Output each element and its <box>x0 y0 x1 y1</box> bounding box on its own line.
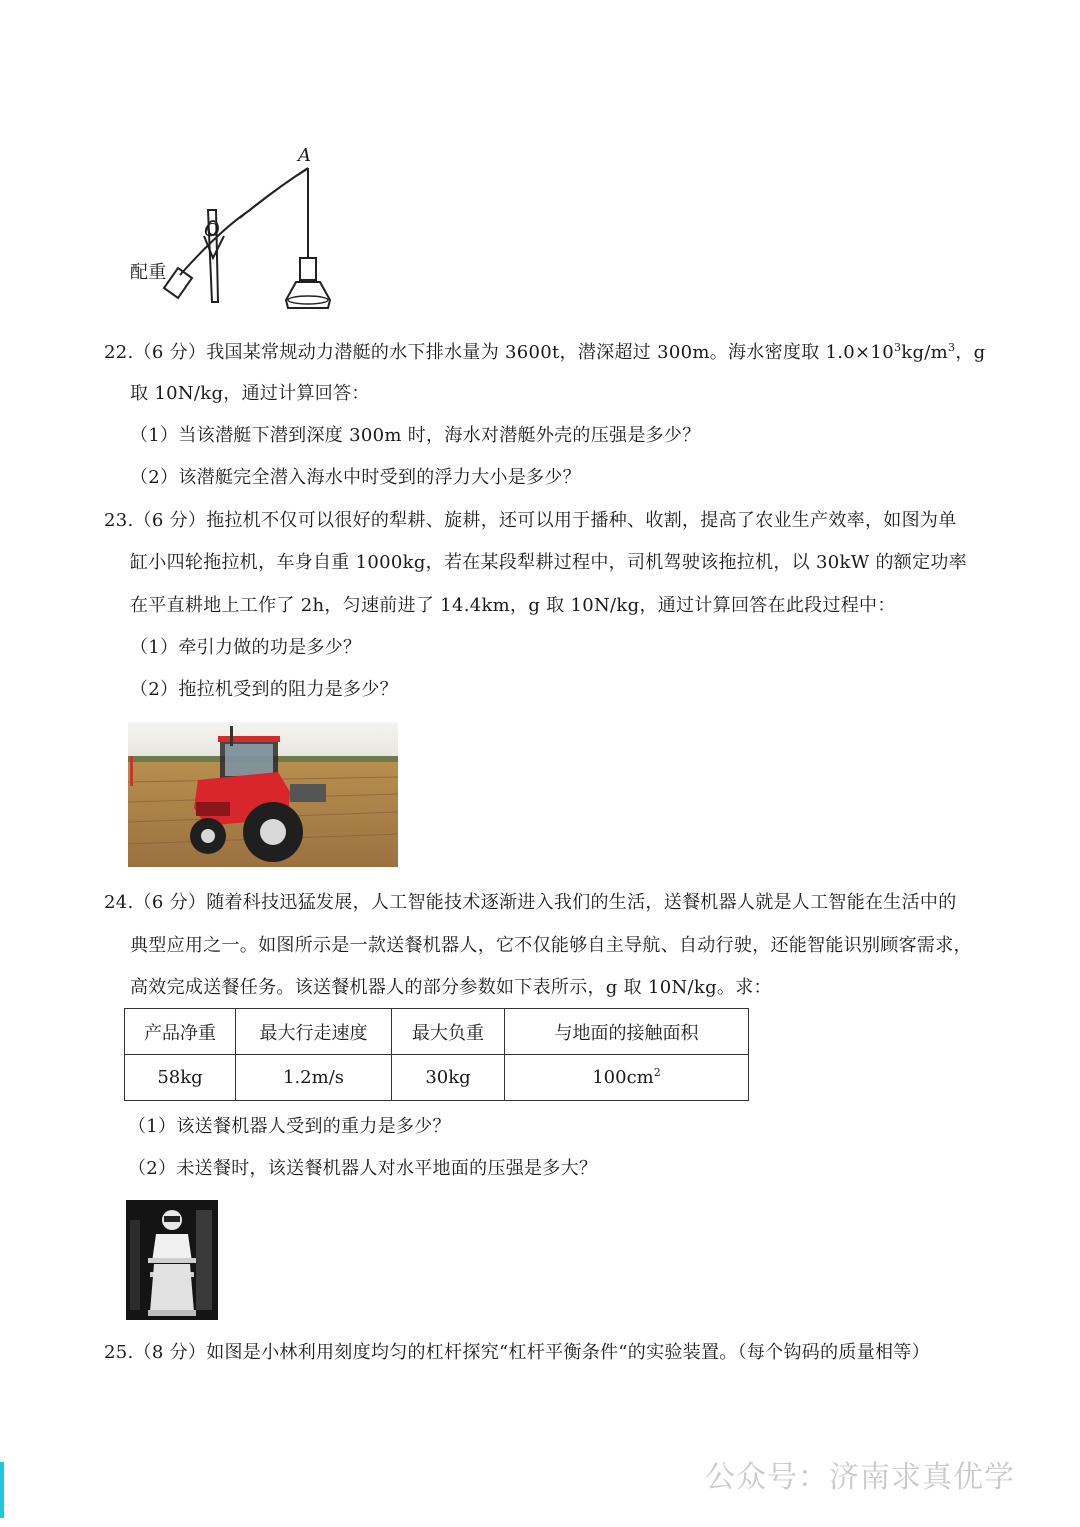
q23-subquestion-1: （1）牵引力做的功是多少？ <box>130 637 362 658</box>
table-cell <box>505 1055 749 1101</box>
table-cell: 58kg <box>125 1055 236 1101</box>
table-cell: 1.2m/s <box>236 1055 392 1101</box>
q22-line2: 取 10N/kg，通过计算回答： <box>130 383 370 404</box>
q24-line2: 典型应用之一。如图所示是一款送餐机器人，它不仅能够自主导航、自动行驶，还能智能识别顾客需求， <box>130 935 972 956</box>
q24-line3: 高效完成送餐任务。该送餐机器人的部分参数如下表所示，g 取 10N/kg。求： <box>130 977 772 998</box>
q22-subquestion-1: （1）当该潜艇下潜到深度 300m 时，海水对潜艇外壳的压强是多少？ <box>130 425 701 446</box>
q24-subquestion-2: （2）未送餐时，该送餐机器人对水平地面的压强是多大？ <box>128 1158 598 1179</box>
contact-area-exponent: 2 <box>653 1066 661 1079</box>
q22-subquestion-2: （2）该潜艇完全潜入海水中时受到的浮力大小是多少？ <box>130 467 581 488</box>
q23-line2: 缸小四轮拖拉机，车身自重 1000kg，若在某段犁耕过程中，司机驾驶该拖拉机，以 30kW 的额定功率 <box>130 552 968 573</box>
table-header-cell: 产品净重 <box>125 1009 236 1055</box>
contact-area-value: 100cm <box>592 1067 654 1088</box>
q24-subquestion-1: （1）该送餐机器人受到的重力是多少？ <box>128 1116 451 1137</box>
label-point-a: A <box>298 145 312 166</box>
robot-parameter-table <box>124 1008 749 1101</box>
robot-photo <box>126 1200 218 1320</box>
table-header-cell: 最大负重 <box>392 1009 505 1055</box>
q24-line1: 24.（6 分）随着科技迅猛发展，人工智能技术逐渐进入我们的生活，送餐机器人就是人工智能在生活中的 <box>104 892 957 913</box>
q23-line3: 在平直耕地上工作了 2h，匀速前进了 14.4km，g 取 10N/kg，通过计算回答在此段过程中： <box>130 595 896 616</box>
table-row <box>125 1055 749 1101</box>
table-header-row <box>125 1009 749 1055</box>
watermark-text: 公众号：济南求真优学 <box>705 1460 1015 1495</box>
label-pivot-o: O <box>204 220 220 241</box>
edge-accent-bar <box>0 1462 4 1518</box>
tractor-photo <box>128 722 398 867</box>
q25-line1: 25.（8 分）如图是小林利用刻度均匀的杠杆探究“杠杆平衡条件“的实验装置。（每个钩码的质量相等） <box>104 1342 930 1363</box>
q22-line1: 22.（6 分）我国某常规动力潜艇的水下排水量为 3600t，潜深超过 300m。海水密度取 $1.0\times 10^3kg/m^3$，g <box>104 341 986 363</box>
table-header-cell: 最大行走速度 <box>236 1009 392 1055</box>
table-cell: 30kg <box>392 1055 505 1101</box>
label-counterweight: 配重 <box>130 262 167 283</box>
lever-diagram <box>120 140 360 320</box>
table-header-cell: 与地面的接触面积 <box>505 1009 749 1055</box>
q23-line1: 23.（6 分）拖拉机不仅可以很好的犁耕、旋耕，还可以用于播种、收割，提高了农业生产效率，如图为单 <box>104 510 957 531</box>
q23-subquestion-2: （2）拖拉机受到的阻力是多少？ <box>130 679 398 700</box>
